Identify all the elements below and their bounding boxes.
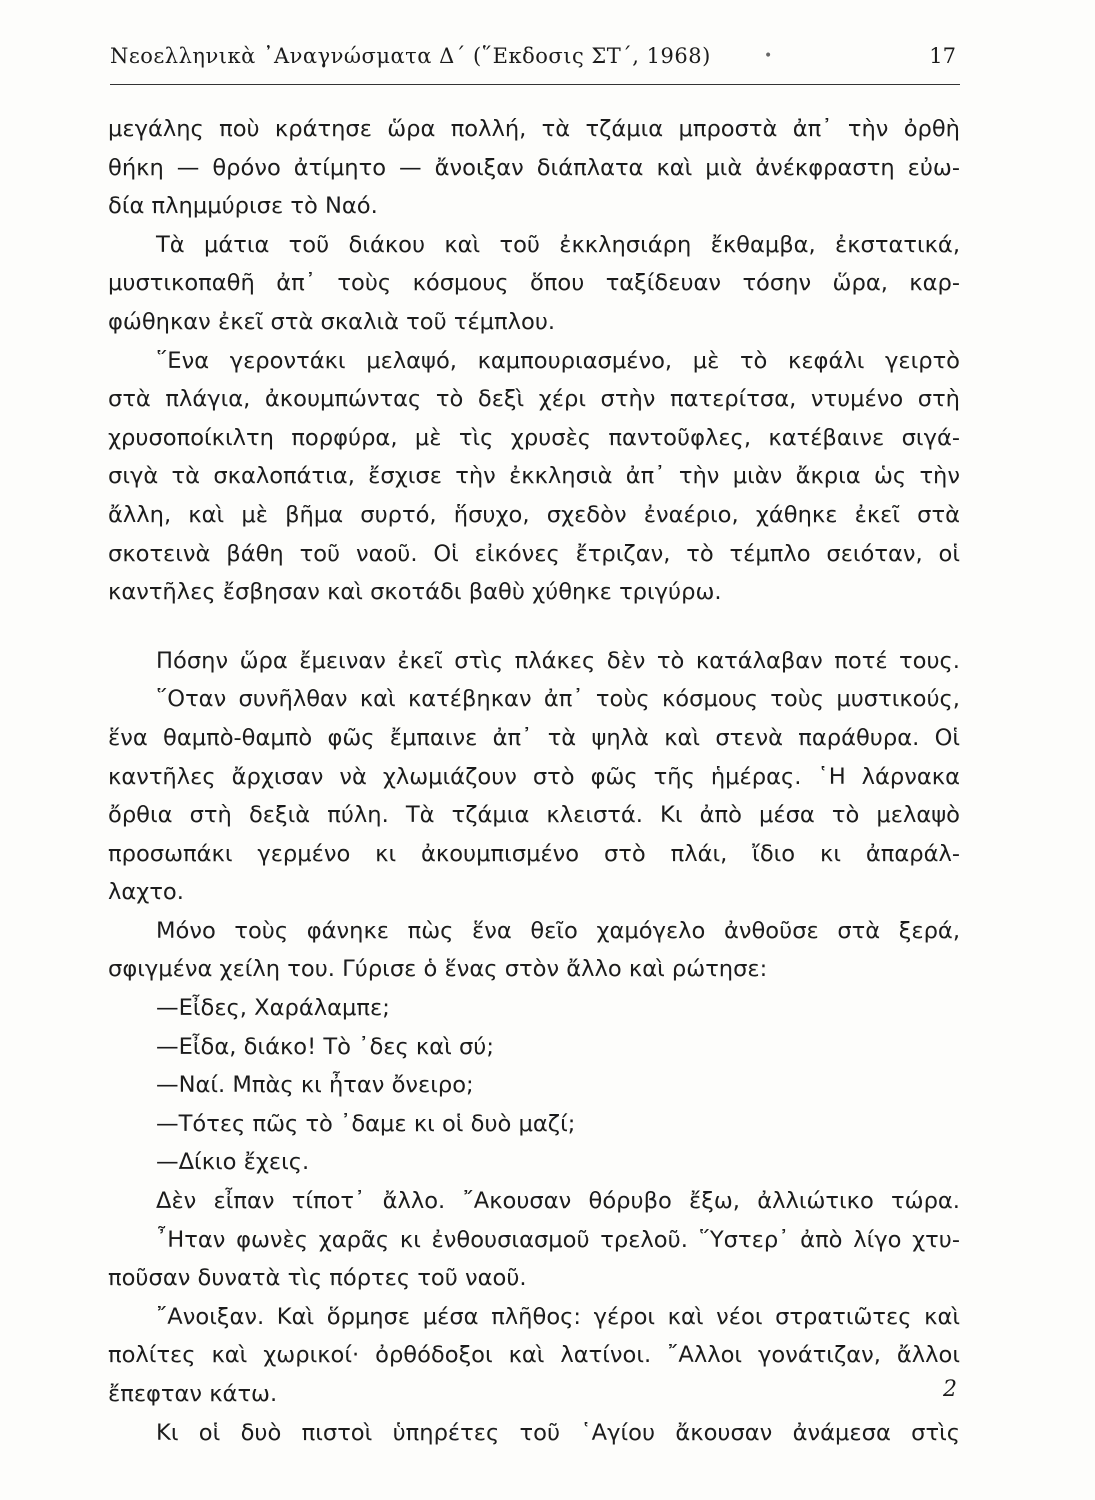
page-number: 17 — [929, 44, 956, 68]
text-line: φώθηκαν ἐκεῖ στὰ σκαλιὰ τοῦ τέμπλου. — [108, 308, 556, 335]
text-line: σιγὰ τὰ σκαλοπάτια, ἔσχισε τὴν ἐκκλησιὰ ἀπ᾿ τὴν μιὰν ἄκρια ὡς τὴν — [108, 463, 960, 490]
text-line: Πόσην ὥρα ἔμειναν ἐκεῖ στὶς πλάκες δὲν τὸ κατάλαβαν ποτέ τους. — [156, 647, 960, 674]
text-line: καντῆλες ἔσβησαν καὶ σκοτάδι βαθὺ χύθηκε τριγύρω. — [108, 579, 722, 606]
dialogue-line: —Τότες πῶς τὸ ᾿δαμε κι οἱ δυὸ μαζί; — [156, 1110, 576, 1137]
text-line: μυστικοπαθῆ ἀπ᾿ τοὺς κόσμους ὅπου ταξίδευαν τόσην ὥρα, καρ- — [108, 270, 960, 297]
text-line: Μόνο τοὺς φάνηκε πὼς ἕνα θεῖο χαμόγελο ἀνθοῦσε στὰ ξερά, — [156, 917, 960, 944]
text-line: Κι οἱ δυὸ πιστοὶ ὑπηρέτες τοῦ ῾Αγίου ἄκουσαν ἀνάμεσα στὶς — [156, 1419, 960, 1446]
header-mark: • — [764, 48, 773, 64]
page-header — [110, 40, 960, 85]
text-line: θήκη — θρόνο ἀτίμητο — ἄνοιξαν διάπλατα καὶ μιὰ ἀνέκφραστη εὐω- — [108, 154, 960, 181]
text-line: ῞Οταν συνῆλθαν καὶ κατέβηκαν ἀπ᾿ τοὺς κόσμους τοὺς μυστικούς, — [156, 686, 960, 713]
dialogue-line: —Δίκιο ἔχεις. — [156, 1149, 310, 1176]
text-line: χρυσοποίκιλτη πορφύρα, μὲ τὶς χρυσὲς παντοῦφλες, κατέβαινε σιγά- — [108, 424, 960, 451]
printer-signature: 2 — [943, 1377, 957, 1402]
text-line: ὄρθια στὴ δεξιὰ πύλη. Τὰ τζάμια κλειστά. Κι ἀπὸ μέσα τὸ μελαψὸ — [108, 802, 960, 829]
text-line: δία πλημμύρισε τὸ Ναό. — [108, 193, 378, 220]
dialogue-line: —Εἶδα, διάκο! Τὸ ᾿δες καὶ σύ; — [156, 1033, 494, 1060]
running-title: Νεοελληνικὰ ᾿Αναγνώσματα Δ΄ (῞Εκδοσις ΣΤ΄, 1968) — [110, 44, 711, 68]
text-line: ἄλλη, καὶ μὲ βῆμα συρτό, ἥσυχο, σχεδὸν ἐναέριο, χάθηκε ἐκεῖ στὰ — [108, 501, 960, 528]
text-line: καντῆλες ἄρχισαν νὰ χλωμιάζουν στὸ φῶς τῆς ἡμέρας. ῾Η λάρνακα — [108, 763, 960, 790]
text-line: ῎Ανοιξαν. Καὶ ὅρμησε μέσα πλῆθος: γέροι καὶ νέοι στρατιῶτες καὶ — [156, 1303, 960, 1330]
text-line: στὰ πλάγια, ἀκουμπώντας τὸ δεξὶ χέρι στὴν πατερίτσα, ντυμένο στὴ — [108, 386, 960, 413]
text-line: ἕνα θαμπὸ-θαμπὸ φῶς ἔμπαινε ἀπ᾿ τὰ ψηλὰ καὶ στενὰ παράθυρα. Οἱ — [108, 724, 960, 751]
text-line: σφιγμένα χείλη του. Γύρισε ὁ ἕνας στὸν ἄλλο καὶ ρώτησε: — [108, 956, 768, 983]
text-line: ῏Ηταν φωνὲς χαρᾶς κι ἐνθουσιασμοῦ τρελοῦ. ῞Υστερ᾿ ἀπὸ λίγο χτυ- — [156, 1226, 960, 1253]
dialogue-line: —Ναί. Μπὰς κι ἦταν ὄνειρο; — [156, 1072, 474, 1099]
text-line: πολίτες καὶ χωρικοί· ὀρθόδοξοι καὶ λατίνοι. ῎Αλλοι γονάτιζαν, ἄλλοι — [108, 1342, 960, 1369]
text-line: Τὰ μάτια τοῦ διάκου καὶ τοῦ ἐκκλησιάρη ἔκθαμβα, ἐκστατικά, — [156, 231, 960, 258]
body-text — [108, 110, 960, 1452]
text-line: ποῦσαν δυνατὰ τὶς πόρτες τοῦ ναοῦ. — [108, 1265, 527, 1292]
text-line: σκοτεινὰ βάθη τοῦ ναοῦ. Οἱ εἰκόνες ἔτριζαν, τὸ τέμπλο σειόταν, οἱ — [108, 540, 960, 567]
text-line: λαχτο. — [108, 879, 184, 906]
text-line: ἔπεφταν κάτω. — [108, 1381, 278, 1407]
text-line: Δὲν εἶπαν τίποτ᾿ ἄλλο. ῎Ακουσαν θόρυβο ἔξω, ἀλλιώτικο τώρα. — [156, 1188, 960, 1215]
section-gap — [108, 612, 960, 642]
text-line: ῞Ενα γεροντάκι μελαψό, καμπουριασμένο, μὲ τὸ κεφάλι γειρτὸ — [156, 347, 960, 374]
text-line: προσωπάκι γερμένο κι ἀκουμπισμένο στὸ πλάι, ἴδιο κι ἀπαράλ- — [108, 840, 960, 867]
text-line: μεγάλης ποὺ κράτησε ὥρα πολλή, τὰ τζάμια μπροστὰ ἀπ᾿ τὴν ὀρθὴ — [108, 116, 960, 142]
dialogue-line: —Εἶδες, Χαράλαμπε; — [156, 995, 390, 1022]
